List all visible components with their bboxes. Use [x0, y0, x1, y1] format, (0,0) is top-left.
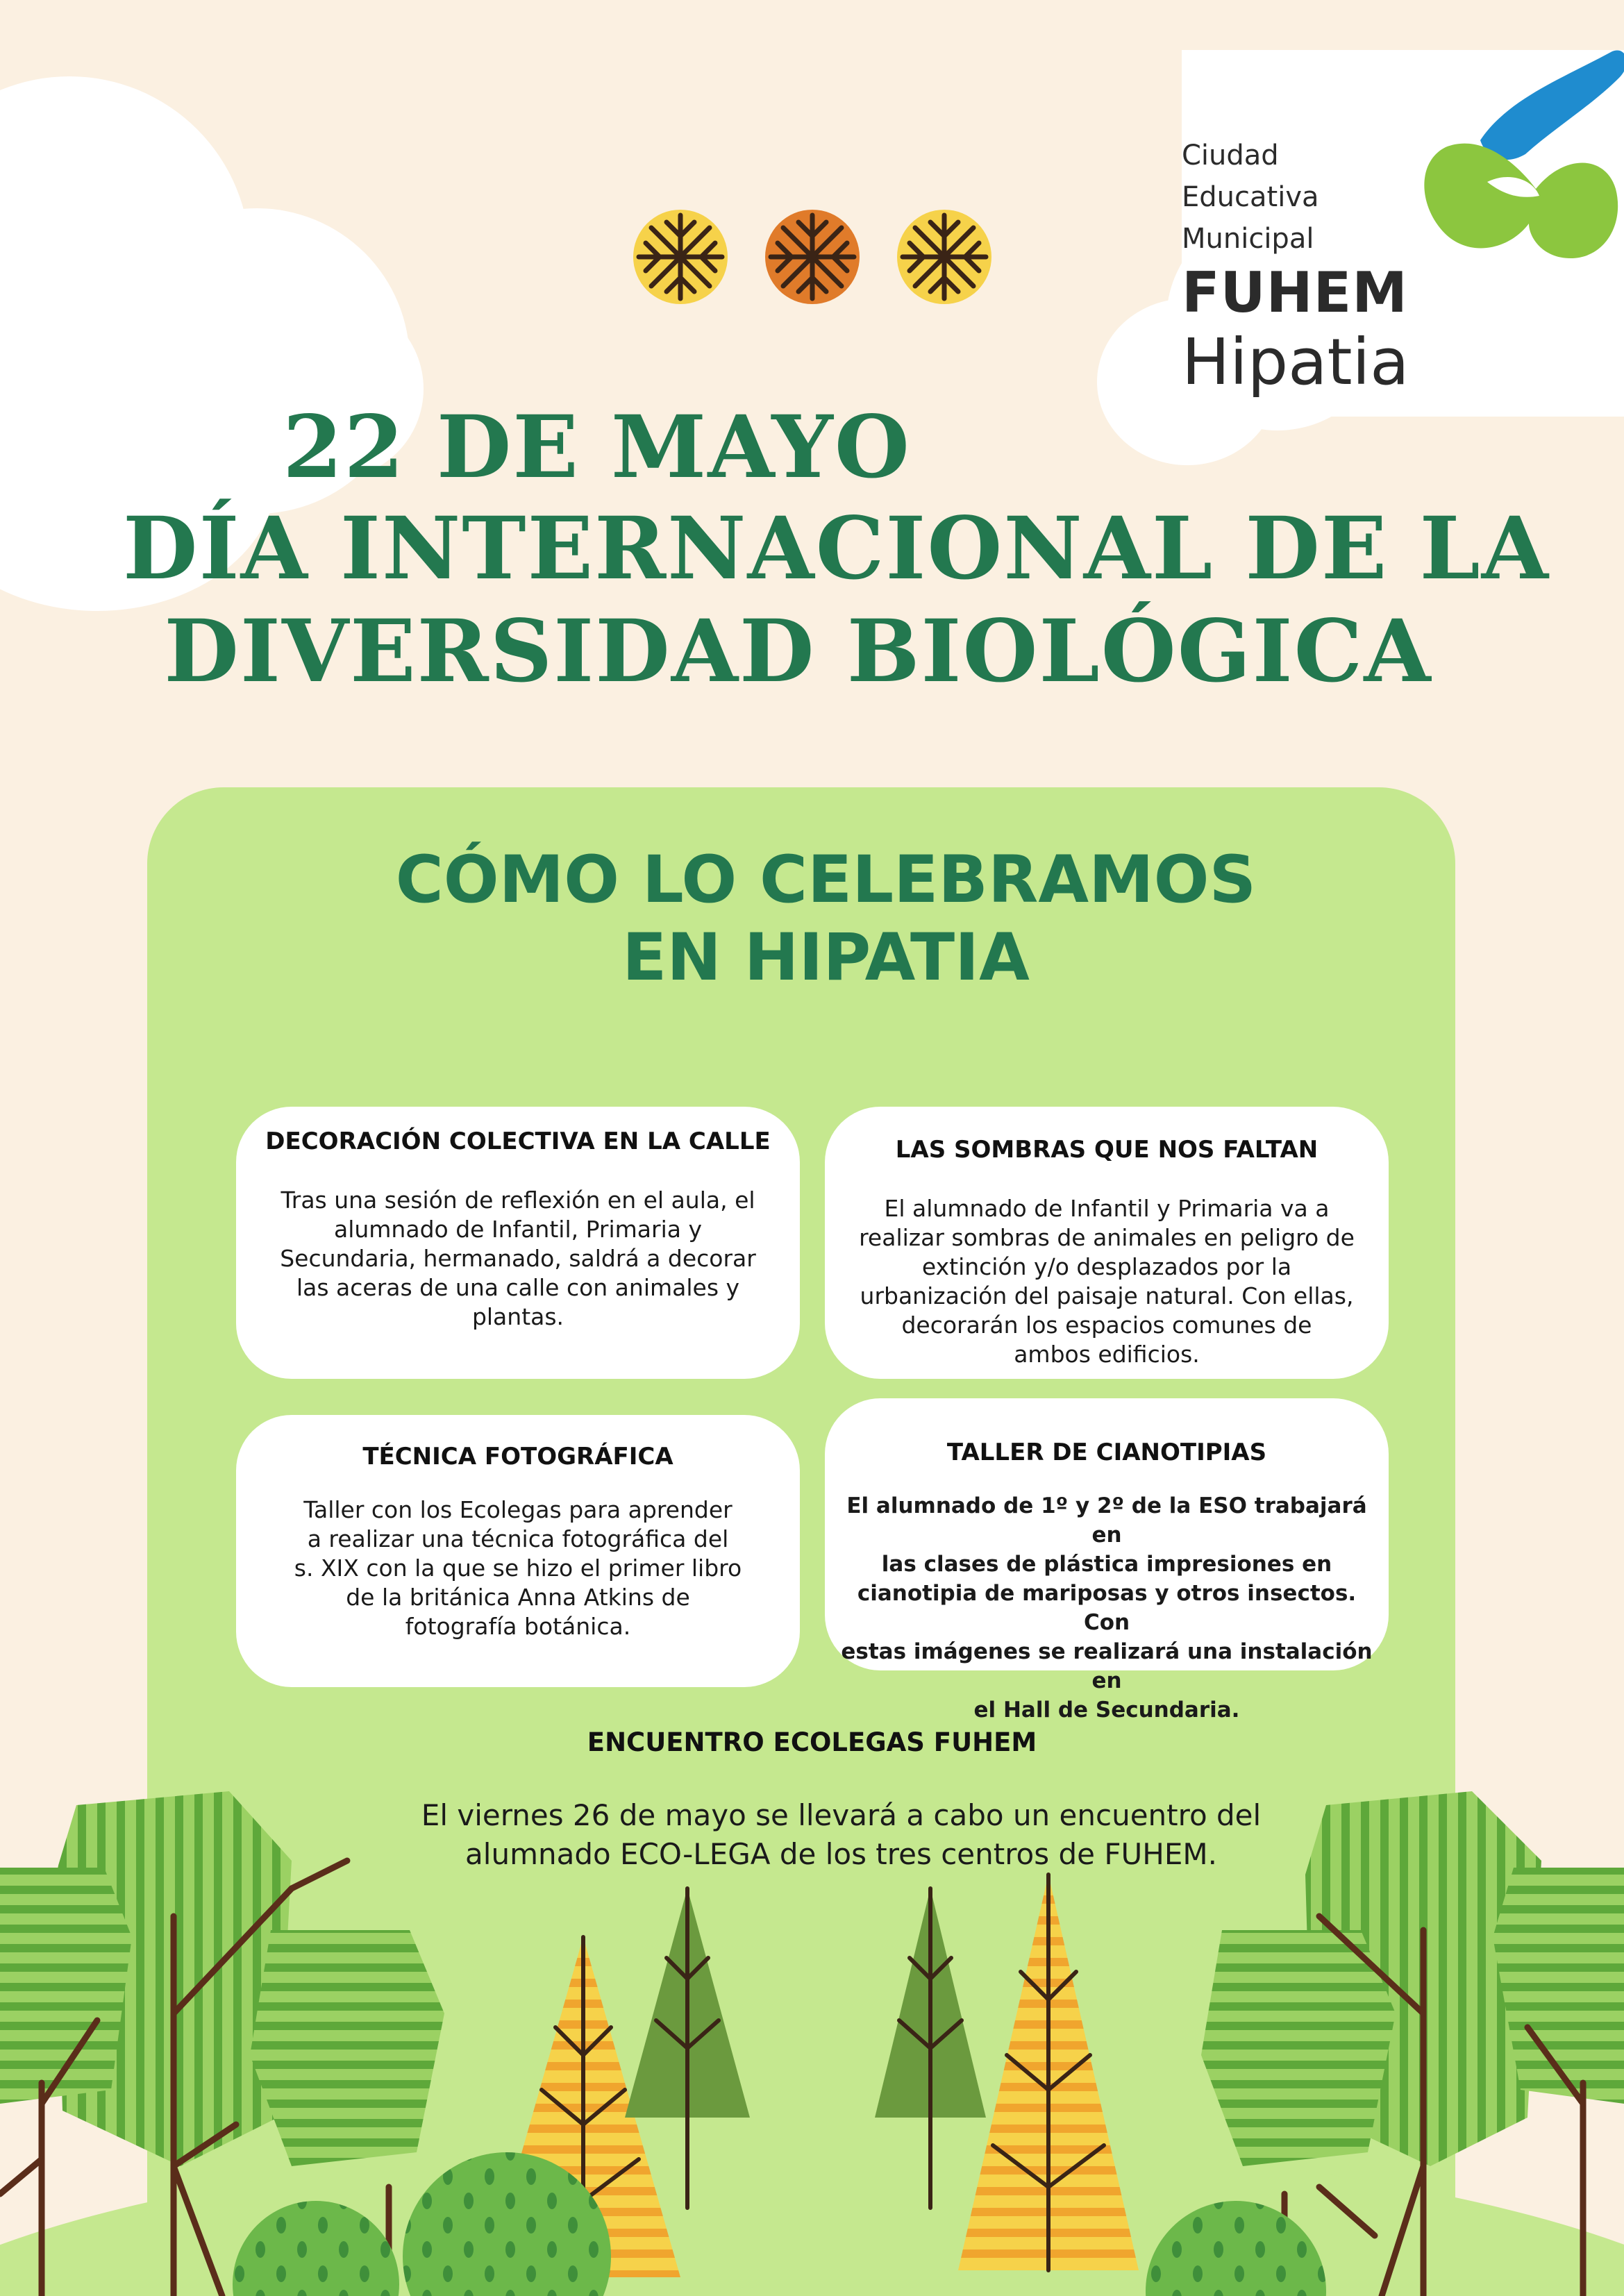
card-body: [250, 1495, 786, 1641]
card-body: [250, 1186, 786, 1332]
activity-card: [236, 1415, 800, 1687]
card-line: alumnado de Infantil, Primaria y: [333, 1216, 702, 1243]
dandelion-icon: [897, 210, 991, 304]
dandelion-row: [625, 205, 1007, 316]
card-line: urbanización del paisaje natural. Con ellas,: [860, 1282, 1354, 1309]
card-heading: TALLER DE CIANOTIPIAS: [946, 1439, 1267, 1466]
card-line: plantas.: [471, 1303, 564, 1330]
title-date: 22 DE MAYO: [283, 397, 911, 498]
card-line: realizar sombras de animales en peligro de: [859, 1224, 1355, 1251]
school-logo: [1182, 50, 1624, 417]
logo-text-municipal: Municipal: [1182, 223, 1314, 255]
card-line: las aceras de una calle con animales y: [296, 1274, 740, 1301]
card-heading: DECORACIÓN COLECTIVA EN LA CALLE: [265, 1128, 771, 1155]
card-heading: LAS SOMBRAS QUE NOS FALTAN: [895, 1136, 1319, 1164]
card-line: s. XIX con la que se hizo el primer libro: [294, 1555, 742, 1582]
card-line: Taller con los Ecolegas para aprender: [303, 1496, 733, 1523]
card-line: el Hall de Secundaria.: [973, 1698, 1240, 1723]
logo-text-educativa: Educativa: [1182, 181, 1319, 213]
card-line: decorarán los espacios comunes de: [901, 1312, 1312, 1339]
dandelion-icon: [765, 210, 860, 304]
logo-school: Hipatia: [1182, 325, 1409, 399]
card-line: estas imágenes se realizará una instalación en: [841, 1639, 1373, 1693]
activity-card: [825, 1107, 1389, 1379]
card-line: Tras una sesión de reflexión en el aula, el: [281, 1187, 755, 1214]
card-line: cianotipia de mariposas y otros insectos. Con: [857, 1581, 1357, 1635]
card-line: ambos edificios.: [1014, 1341, 1200, 1368]
card-body: [839, 1491, 1375, 1725]
title-line-3: DIVERSIDAD BIOLÓGICA: [164, 601, 1432, 702]
fuhem-logo-icon: [1404, 50, 1624, 272]
title-line-2: DÍA INTERNACIONAL DE LA: [123, 498, 1550, 599]
logo-text-ciudad: Ciudad: [1182, 140, 1279, 171]
subtitle-line-2: EN HIPATIA: [622, 920, 1030, 996]
dandelion-icon: [633, 210, 728, 304]
card-line: de la británica Anna Atkins de: [346, 1584, 690, 1611]
activity-card: [236, 1107, 800, 1379]
card-line: Secundaria, hermanado, saldrá a decorar: [280, 1245, 756, 1272]
card-line: fotografía botánica.: [405, 1613, 631, 1640]
subtitle-line-1: CÓMO LO CELEBRAMOS: [395, 842, 1257, 918]
activity-card: [825, 1398, 1389, 1723]
card-line: El alumnado de 1º y 2º de la ESO trabajará en: [846, 1493, 1367, 1548]
logo-brand: FUHEM: [1182, 260, 1408, 325]
card-line: extinción y/o desplazados por la: [921, 1253, 1292, 1280]
card-line: a realizar una técnica fotográfica del: [307, 1525, 729, 1552]
encuentro-text-line-2: alumnado ECO-LEGA de los tres centros de FUHEM.: [465, 1837, 1217, 1871]
card-body: [839, 1194, 1375, 1369]
card-line: las clases de plástica impresiones en: [881, 1552, 1332, 1577]
card-heading: TÉCNICA FOTOGRÁFICA: [362, 1443, 673, 1470]
encuentro-text-line-1: El viernes 26 de mayo se llevará a cabo un encuentro del: [421, 1798, 1262, 1832]
encuentro-heading: ENCUENTRO ECOLEGAS FUHEM: [587, 1727, 1037, 1757]
card-line: El alumnado de Infantil y Primaria va a: [884, 1195, 1330, 1222]
